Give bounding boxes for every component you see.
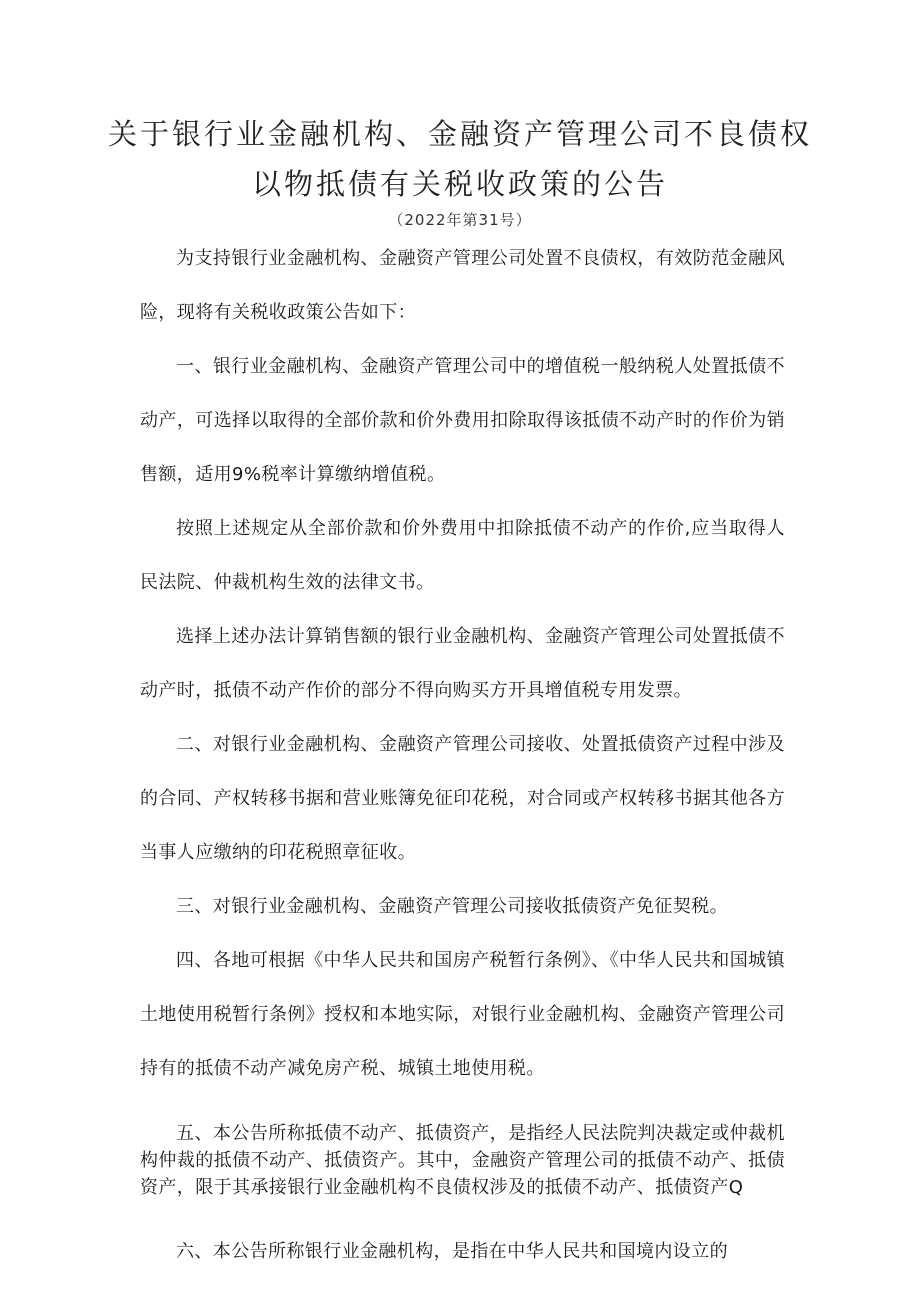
paragraph-article-5: 五、本公告所称抵债不动产、抵债资产，是指经人民法院判决裁定或仲裁机构仲裁的抵债不动产、抵债资产。其中，金融资产管理公司的抵债不动产、抵债资产，限于其承接银行业金融机构不良债权涉及的抵债不动产、抵债资产Q bbox=[140, 1123, 785, 1198]
paragraph-article-1: 一、银行业金融机构、金融资产管理公司中的增值税一般纳税人处置抵债不动产，可选择以取得的全部价款和价外费用扣除取得该抵债不动产时的作价为销售额，适用9%税率计算缴纳增值税。 bbox=[140, 356, 785, 485]
paragraph-article-1-invoice: 选择上述办法计算销售额的银行业金融机构、金融资产管理公司处置抵债不动产时，抵债不动产作价的部分不得向购买方开具增值税专用发票。 bbox=[140, 626, 785, 701]
document-title-line-1: 关于银行业金融机构、金融资产管理公司不良债权 bbox=[107, 117, 812, 151]
paragraph-article-3: 三、对银行业金融机构、金融资产管理公司接收抵债资产免征契税。 bbox=[176, 896, 728, 917]
paragraph-article-6: 六、本公告所称银行业金融机构，是指在中华人民共和国境内设立的 bbox=[176, 1241, 728, 1262]
document-body bbox=[140, 232, 785, 1279]
paragraph-article-2: 二、对银行业金融机构、金融资产管理公司接收、处置抵债资产过程中涉及的合同、产权转移书据和营业账簿免征印花税，对合同或产权转移书据其他各方当事人应缴纳的印花税照章征收。 bbox=[140, 734, 785, 863]
paragraph-article-4: 四、各地可根据《中华人民共和国房产税暂行条例》、《中华人民共和国城镇土地使用税暂行条例》授权和本地实际，对银行业金融机构、金融资产管理公司持有的抵债不动产减免房产税、城镇土地使用税。 bbox=[140, 950, 785, 1079]
paragraph-article-1-deduction: 按照上述规定从全部价款和价外费用中扣除抵债不动产的作价,应当取得人民法院、仲裁机构生效的法律文书。 bbox=[140, 518, 785, 593]
document-number: （2022年第31号） bbox=[388, 211, 532, 229]
document-title-line-2: 以物抵债有关税收政策的公告 bbox=[251, 167, 668, 201]
paragraph-intro: 为支持银行业金融机构、金融资产管理公司处置不良债权，有效防范金融风险，现将有关税收政策公告如下： bbox=[140, 248, 785, 323]
